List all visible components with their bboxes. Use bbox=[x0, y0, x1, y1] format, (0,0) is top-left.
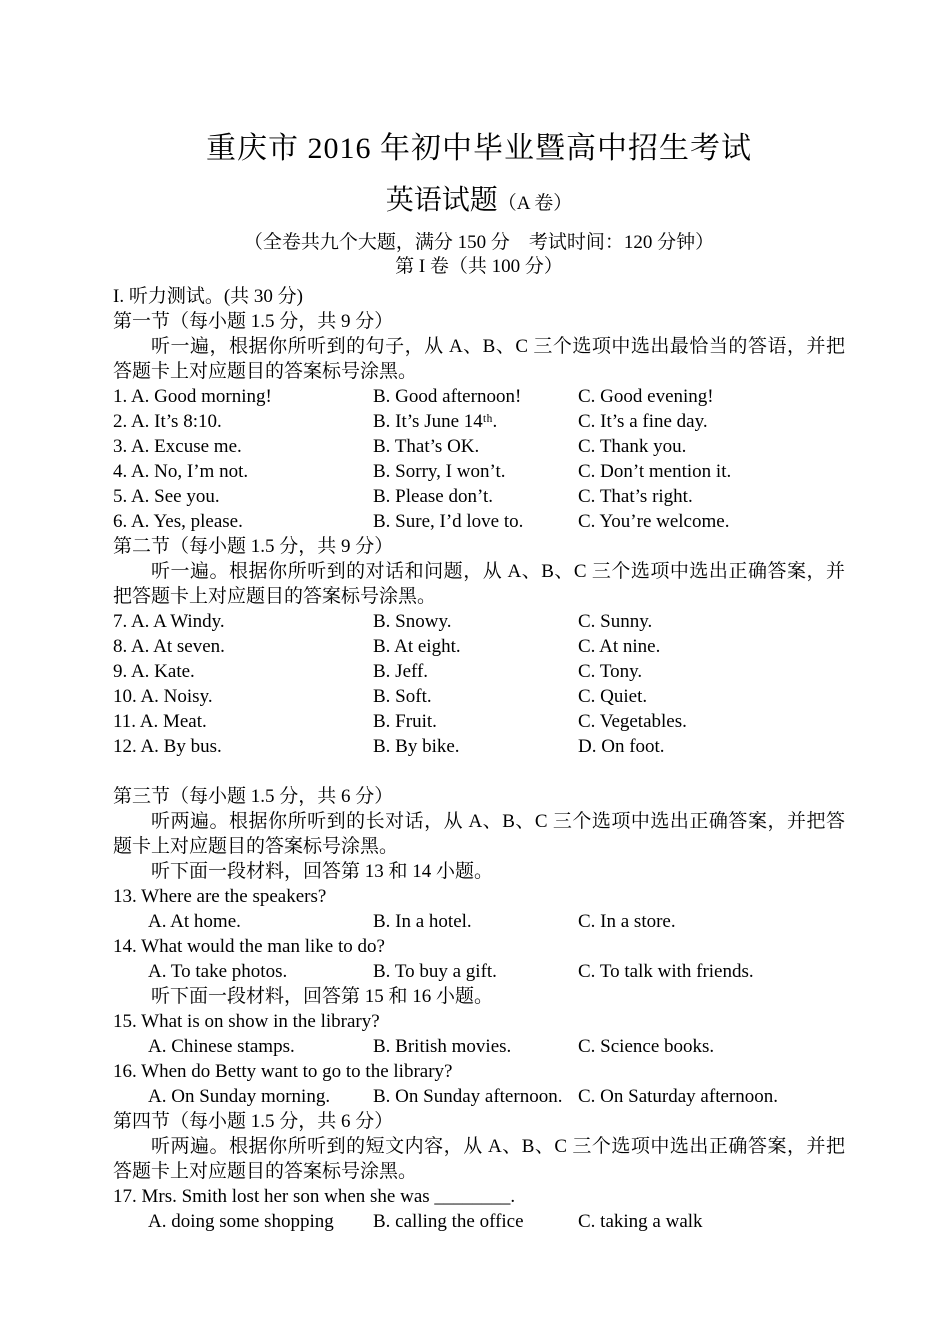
option-a: 4. A. No, I’m not. bbox=[113, 461, 249, 482]
option-a: A. On Sunday morning. bbox=[148, 1086, 331, 1107]
option-c: C. Vegetables. bbox=[578, 711, 687, 732]
question-15-stem: 15. What is on show in the library? bbox=[113, 1011, 380, 1032]
listening-section-heading: I. 听力测试。(共 30 分) bbox=[113, 286, 303, 307]
option-b: B. Good afternoon! bbox=[373, 386, 522, 407]
option-c: C. It’s a fine day. bbox=[578, 411, 708, 432]
option-c: C. Tony. bbox=[578, 661, 643, 682]
part4-instruction: 听两遍。根据你所听到的短文内容，从 A、B、C 三个选项中选出正确答案，并把答题卡上对应题目的答案标号涂黑。 bbox=[113, 1136, 845, 1182]
question-13-options bbox=[113, 909, 845, 934]
option-a: 8. A. At seven. bbox=[113, 636, 225, 657]
question-17-stem: 17. Mrs. Smith lost her son when she was ________. bbox=[113, 1186, 516, 1207]
option-b: B. Sorry, I won’t. bbox=[373, 461, 506, 482]
option-c: C. taking a walk bbox=[578, 1211, 703, 1232]
option-b: B. Soft. bbox=[373, 686, 432, 707]
option-b: B. calling the office bbox=[373, 1211, 524, 1232]
question-16-stem: 16. When do Betty want to go to the library? bbox=[113, 1061, 453, 1082]
option-a: 5. A. See you. bbox=[113, 486, 220, 507]
question-14-options bbox=[113, 959, 845, 984]
option-c: C. That’s right. bbox=[578, 486, 693, 507]
option-a: 11. A. Meat. bbox=[113, 711, 207, 732]
part2-heading: 第二节（每小题 1.5 分，共 9 分） bbox=[113, 536, 394, 557]
subtitle-text: 英语试题 bbox=[385, 185, 498, 216]
option-c: C. At nine. bbox=[578, 636, 661, 657]
part1-instruction: 听一遍，根据你所听到的句子，从 A、B、C 三个选项中选出最恰当的答语，并把答题卡上对应题目的答案标号涂黑。 bbox=[113, 336, 845, 382]
option-a: 10. A. Noisy. bbox=[113, 686, 213, 707]
exam-body bbox=[113, 284, 845, 1234]
question-row-8 bbox=[113, 634, 845, 659]
option-c: C. Sunny. bbox=[578, 611, 653, 632]
option-b: B. Please don’t. bbox=[373, 486, 493, 507]
volume-heading: 第 I 卷（共 100 分） bbox=[395, 256, 563, 277]
question-row-11 bbox=[113, 709, 845, 734]
option-b: B. Snowy. bbox=[373, 611, 452, 632]
paper-subtitle bbox=[113, 186, 845, 219]
question-row-9 bbox=[113, 659, 845, 684]
question-row-2 bbox=[113, 409, 845, 434]
option-a: 2. A. It’s 8:10. bbox=[113, 411, 222, 432]
option-b: B. On Sunday afternoon. bbox=[373, 1086, 563, 1107]
question-row-7 bbox=[113, 609, 845, 634]
option-b: B. Jeff. bbox=[373, 661, 429, 682]
option-a: A. Chinese stamps. bbox=[148, 1036, 295, 1057]
page-title: 重庆市 2016 年初中毕业暨高中招生考试 bbox=[206, 132, 752, 165]
option-b: B. Sure, I’d love to. bbox=[373, 511, 524, 532]
option-a: 3. A. Excuse me. bbox=[113, 436, 242, 457]
option-c: C. Don’t mention it. bbox=[578, 461, 732, 482]
part3-instruction: 听两遍。根据你所听到的长对话，从 A、B、C 三个选项中选出正确答案，并把答题卡上对应题目的答案标号涂黑。 bbox=[113, 811, 845, 857]
option-b: B. To buy a gift. bbox=[373, 961, 497, 982]
part3-material2: 听下面一段材料，回答第 15 和 16 小题。 bbox=[151, 986, 494, 1007]
option-c: C. In a store. bbox=[578, 911, 676, 932]
option-a: A. To take photos. bbox=[148, 961, 288, 982]
option-a: 1. A. Good morning! bbox=[113, 386, 272, 407]
option-b: B. British movies. bbox=[373, 1036, 512, 1057]
question-row-1 bbox=[113, 384, 845, 409]
option-a: A. At home. bbox=[148, 911, 241, 932]
question-13-stem: 13. Where are the speakers? bbox=[113, 886, 327, 907]
question-15-options bbox=[113, 1034, 845, 1059]
option-a: 12. A. By bus. bbox=[113, 736, 222, 757]
option-a: 6. A. Yes, please. bbox=[113, 511, 243, 532]
option-c: C. On Saturday afternoon. bbox=[578, 1086, 778, 1107]
option-c: C. Good evening! bbox=[578, 386, 714, 407]
question-row-4 bbox=[113, 459, 845, 484]
option-a: A. doing some shopping bbox=[148, 1211, 334, 1232]
option-b: B. It’s June 14ᵗʰ. bbox=[373, 411, 498, 432]
option-b: B. At eight. bbox=[373, 636, 461, 657]
option-b: B. Fruit. bbox=[373, 711, 437, 732]
option-c: C. Quiet. bbox=[578, 686, 648, 707]
part3-heading: 第三节（每小题 1.5 分，共 6 分） bbox=[113, 786, 394, 807]
question-17-options bbox=[113, 1209, 845, 1234]
question-row-12 bbox=[113, 734, 845, 759]
option-b: B. That’s OK. bbox=[373, 436, 480, 457]
option-d: D. On foot. bbox=[578, 736, 665, 757]
option-a: 7. A. A Windy. bbox=[113, 611, 225, 632]
option-b: B. By bike. bbox=[373, 736, 460, 757]
question-row-3 bbox=[113, 434, 845, 459]
subtitle-note: （A 卷） bbox=[497, 193, 573, 214]
option-c: C. To talk with friends. bbox=[578, 961, 754, 982]
question-row-6 bbox=[113, 509, 845, 534]
question-row-5 bbox=[113, 484, 845, 509]
question-14-stem: 14. What would the man like to do? bbox=[113, 936, 385, 957]
question-16-options bbox=[113, 1084, 845, 1109]
part2-instruction: 听一遍。根据你所听到的对话和问题，从 A、B、C 三个选项中选出正确答案，并把答题卡上对应题目的答案标号涂黑。 bbox=[113, 561, 845, 607]
question-row-10 bbox=[113, 684, 845, 709]
option-c: C. Science books. bbox=[578, 1036, 715, 1057]
option-c: C. You’re welcome. bbox=[578, 511, 730, 532]
exam-meta-line: （全卷共九个大题，满分 150 分 考试时间：120 分钟） bbox=[243, 232, 715, 253]
part3-material1: 听下面一段材料，回答第 13 和 14 小题。 bbox=[151, 861, 494, 882]
part4-heading: 第四节（每小题 1.5 分，共 6 分） bbox=[113, 1111, 394, 1132]
part1-heading: 第一节（每小题 1.5 分，共 9 分） bbox=[113, 311, 394, 332]
option-c: C. Thank you. bbox=[578, 436, 687, 457]
option-a: 9. A. Kate. bbox=[113, 661, 195, 682]
option-b: B. In a hotel. bbox=[373, 911, 472, 932]
